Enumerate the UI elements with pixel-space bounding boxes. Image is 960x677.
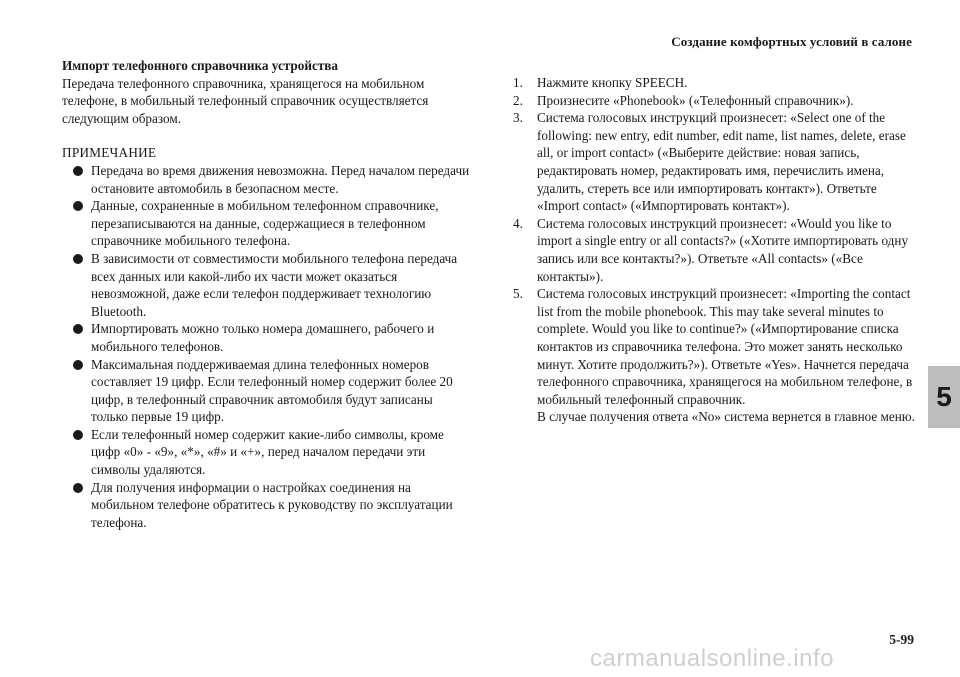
section-title: Импорт телефонного справочника устройства [62,58,339,73]
watermark: carmanualsonline.info [590,645,834,672]
list-item [513,92,918,110]
list-item [513,74,918,92]
list-item [62,479,472,532]
list-item [62,197,472,250]
list-item [513,215,918,285]
bullet-icon [73,201,83,211]
step-text: Система голосовых инструкций произнесет: «Importing the contact list from the mobile phonebook. This may take several minutes to complete. Would you like to continue?» («Импортирование списка контактов из справочника телефона. Это может занять несколько минут. Хотите продолжить?»). Ответьте «Yes». Начнется передача телефонного справочника, хранящегося на мобильном телефоне, в мобильный телефонный справочник. [537,286,913,407]
notes-list [62,162,472,531]
chapter-tab: 5 [928,366,960,428]
bullet-icon [73,483,83,493]
list-item [62,250,472,320]
step-number: 3. [513,110,523,126]
step-text: Нажмите кнопку SPEECH. [537,75,688,90]
note-text: Максимальная поддерживаемая длина телефонных номеров составляет 19 цифр. Если телефонный номер содержит более 20 цифр, в телефонный справочник автомобиля будут записаны только первые 19 цифр. [91,356,453,425]
list-item [62,356,472,426]
step-number: 2. [513,92,523,108]
steps-list [513,74,918,426]
note-text: Передача во время движения невозможна. Перед началом передачи остановите автомобиль в безопасном месте. [91,162,470,196]
bullet-icon [73,430,83,440]
right-column [513,74,918,426]
bullet-icon [73,324,83,334]
bullet-icon [73,360,83,370]
step-text: Система голосовых инструкций произнесет: «Would you like to import a single entry or all contacts?» («Хотите импортировать одну запись или все контакты?»). Ответьте «All contacts» («Все контакты»). [537,215,909,284]
left-column [62,57,472,531]
note-text: Данные, сохраненные в мобильном телефонном справочнике, перезаписываются на данные, содержащиеся в телефонном справочнике мобильного телефона. [91,198,439,249]
list-item [513,109,918,215]
page-number: 5-99 [889,632,914,647]
list-item [62,162,472,197]
intro-paragraph: Передача телефонного справочника, хранящегося на мобильном телефоне, в мобильный телефонный справочник осуществляется следующим образом. [62,75,429,126]
step-text: Произнесите «Phonebook» («Телефонный справочник»). [537,92,854,108]
step-extra-text: В случае получения ответа «No» система вернется в главное меню. [537,409,915,425]
note-text: В зависимости от совместимости мобильного телефона передача всех данных или какой-либо их части может оказаться невозможной, даже если телефон поддерживает технологию Bluetooth. [91,250,458,319]
bullet-icon [73,166,83,176]
note-text: Если телефонный номер содержит какие-либо символы, кроме цифр «0» - «9», «*», «#» и «+», перед началом передачи эти символы удаляются. [91,426,444,478]
note-text: Для получения информации о настройках соединения на мобильном телефоне обратитесь к руководству по эксплуатации телефона. [91,479,453,530]
list-item [62,426,472,479]
list-item [62,320,472,355]
bullet-icon [73,254,83,264]
running-header: Создание комфортных условий в салоне [671,34,912,49]
step-number: 1. [513,75,523,90]
note-text: Импортировать можно только номера домашнего, рабочего и мобильного телефонов. [91,321,435,354]
step-text: Система голосовых инструкций произнесет: «Select one of the following: new entry, edit number, edit name, list names, delete, erase all, or import contact» («Выберите действие: новая запись, редактировать номер, редактировать имя, перечислить имена, удалить, стереть все или импортировать контакт»). Ответьте «Import contact» («Импортировать контакт»). [537,110,906,214]
list-item [513,285,918,426]
step-number: 4. [513,215,523,231]
note-heading: ПРИМЕЧАНИЕ [62,145,157,161]
step-number: 5. [513,286,523,302]
